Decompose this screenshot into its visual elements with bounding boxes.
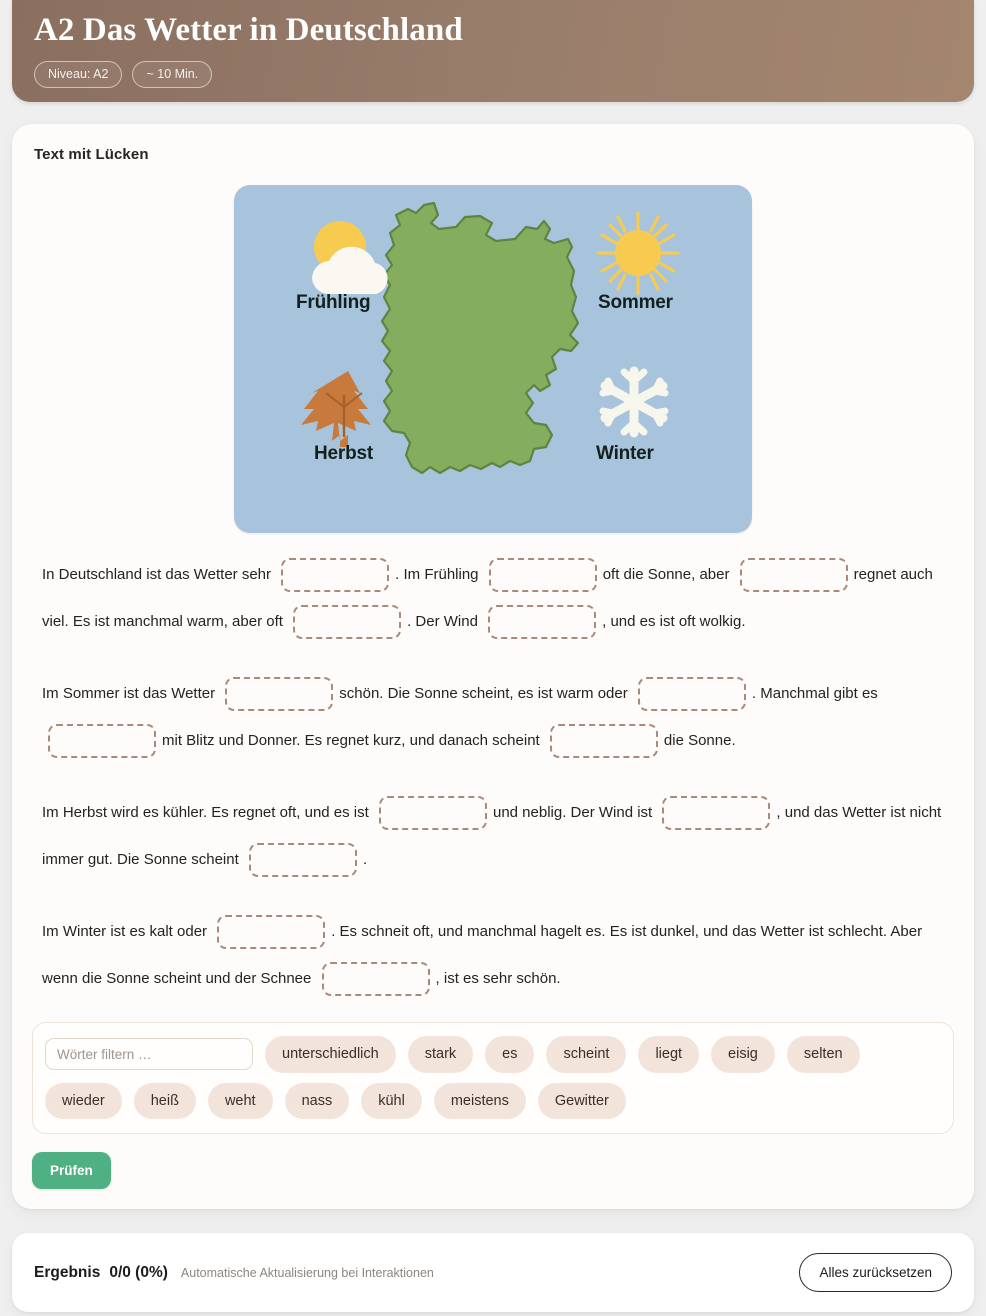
cloze-text-run: oft die Sonne, aber: [602, 566, 730, 583]
cloze-text-run: Im Herbst wird es kühler. Es regnet oft, und es ist: [42, 804, 369, 821]
blank-slot-12[interactable]: [249, 843, 357, 877]
cloze-text-run: In Deutschland ist das Wetter sehr: [42, 566, 271, 583]
blank-slot-14[interactable]: [322, 962, 430, 996]
header-badges: [34, 61, 952, 89]
cloze-text-run: . Der Wind: [407, 613, 478, 630]
cloze-text-run: . Manchmal gibt es: [751, 685, 878, 702]
word-chip[interactable]: kühl: [361, 1083, 422, 1120]
cloze-text-run: Im Winter ist es kalt oder: [42, 923, 208, 940]
blank-slot-3[interactable]: [740, 558, 848, 592]
word-chip[interactable]: wieder: [45, 1083, 122, 1120]
word-filter-input[interactable]: [45, 1038, 253, 1070]
germany-seasons-illustration: [234, 185, 752, 533]
word-chip[interactable]: selten: [787, 1036, 860, 1073]
page-title: A2 Das Wetter in Deutschland: [34, 11, 463, 48]
cloze-text-run: , und es ist oft wolkig.: [602, 613, 746, 630]
blank-slot-7[interactable]: [638, 677, 746, 711]
word-chip[interactable]: scheint: [546, 1036, 626, 1073]
check-button[interactable]: Prüfen: [32, 1152, 111, 1189]
word-chip[interactable]: heiß: [134, 1083, 196, 1120]
blank-slot-8[interactable]: [48, 724, 156, 758]
season-label-winter: Winter: [596, 443, 654, 464]
cloze-text-run: .: [362, 851, 368, 868]
reset-all-button[interactable]: Alles zurücksetzen: [799, 1253, 952, 1292]
blank-slot-2[interactable]: [489, 558, 597, 592]
cloze-text-run: Im Sommer ist das Wetter: [42, 685, 216, 702]
result-summary: [34, 1264, 434, 1282]
cloze-text-run: , und das Wetter ist nicht immer gut. Die Sonne scheint: [42, 804, 942, 868]
badge-duration: ~ 10 Min.: [132, 61, 212, 89]
result-note: Automatische Aktualisierung bei Interaktionen: [180, 1265, 434, 1280]
maple-leaf-icon: [301, 371, 371, 447]
season-label-spring: Frühling: [296, 292, 371, 313]
blank-slot-11[interactable]: [662, 796, 770, 830]
cloze-paragraph: [42, 908, 944, 1002]
cloze-paragraph: [42, 551, 944, 645]
cloze-text-run: . Es schneit oft, und manchmal hagelt es. Es ist dunkel, und das Wetter ist schlecht. Aber wenn die Sonne scheint und der Schnee: [42, 923, 923, 987]
blank-slot-13[interactable]: [217, 915, 325, 949]
blank-slot-1[interactable]: [281, 558, 389, 592]
result-score: 0/0 (0%): [109, 1263, 168, 1281]
word-chip[interactable]: es: [485, 1036, 534, 1073]
lesson-header: [12, 0, 974, 102]
cloze-text: [32, 551, 954, 1002]
cloze-text-run: . Im Frühling: [395, 566, 479, 583]
sun-behind-cloud-icon: [312, 221, 388, 294]
cloze-paragraph: [42, 789, 944, 883]
word-chip[interactable]: unterschiedlich: [265, 1036, 396, 1073]
blank-slot-5[interactable]: [488, 605, 596, 639]
season-label-summer: Sommer: [598, 292, 673, 313]
cloze-text-run: regnet auch viel. Es ist manchmal warm, aber oft: [42, 566, 933, 630]
cloze-text-run: mit Blitz und Donner. Es regnet kurz, und danach scheint: [162, 732, 540, 749]
word-bank: [32, 1022, 954, 1134]
result-bar: [12, 1233, 974, 1312]
exercise-card: [12, 124, 974, 1209]
exercise-title: Text mit Lücken: [34, 146, 149, 163]
word-chip[interactable]: meistens: [434, 1083, 526, 1120]
cloze-text-run: schön. Die Sonne scheint, es ist warm oder: [339, 685, 628, 702]
sun-icon: [598, 213, 678, 293]
cloze-paragraph: [42, 670, 944, 764]
word-chip[interactable]: liegt: [638, 1036, 699, 1073]
word-chip[interactable]: nass: [285, 1083, 350, 1120]
result-label: Ergebnis: [34, 1263, 101, 1281]
word-chip[interactable]: weht: [208, 1083, 273, 1120]
word-chip[interactable]: stark: [408, 1036, 473, 1073]
blank-slot-4[interactable]: [293, 605, 401, 639]
cloze-text-run: die Sonne.: [663, 732, 736, 749]
blank-slot-9[interactable]: [550, 724, 658, 758]
germany-map-shape: [382, 203, 578, 473]
snowflake-icon: [603, 371, 665, 433]
word-chip[interactable]: eisig: [711, 1036, 775, 1073]
cloze-text-run: und neblig. Der Wind ist: [492, 804, 653, 821]
badge-level: Niveau: A2: [34, 61, 122, 89]
blank-slot-10[interactable]: [379, 796, 487, 830]
illustration-wrap: [32, 185, 954, 533]
cloze-text-run: , ist es sehr schön.: [435, 970, 561, 987]
word-chip[interactable]: Gewitter: [538, 1083, 626, 1120]
illustration-svg: [234, 185, 752, 533]
season-label-autumn: Herbst: [314, 443, 373, 464]
blank-slot-6[interactable]: [225, 677, 333, 711]
